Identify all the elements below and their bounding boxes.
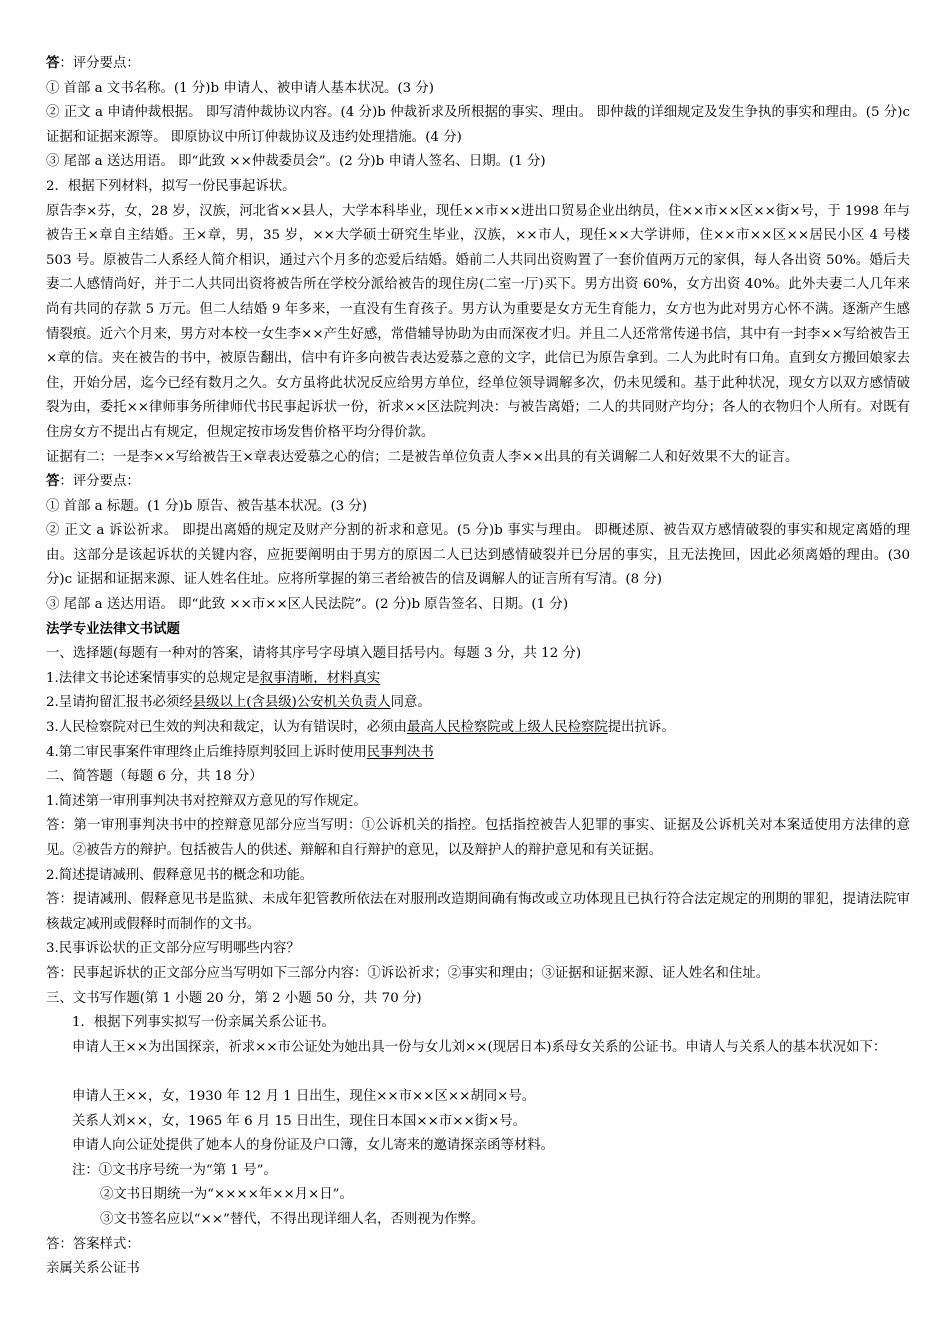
short-answer-1: 答：第一审刑事判决书中的控辩意见部分应当写明：①公诉机关的指控。包括指控被告人犯罪的事实、证据及公诉机关对本案适使用方法律的意见。②被告方的辩护。包括被告人的供述、辩解和自行辩护的意见，以及辩护人的辩护意见和有关证据。 xyxy=(46,818,910,858)
evidence-paragraph: 证据有二：一是李××写给被告王×章表达爱慕之心的信；二是被告单位负责人李××出具的有关调解二人和好效果不大的证言。 xyxy=(46,449,799,465)
part2-heading: 二、简答题（每题 6 分，共 18 分） xyxy=(46,769,263,785)
document-sample-title: 亲属关系公证书 xyxy=(46,1261,140,1277)
writing-material-line-2: 申请人王××，女，1930 年 12 月 1 日出生，现住××市××区××胡同×号。 xyxy=(72,1088,536,1104)
writing-material-line-4: 申请人向公证处提供了她本人的身份证及户口簿，女儿寄来的邀请探亲函等材料。 xyxy=(72,1138,555,1154)
case-material: 原告李×芬，女，28 岁，汉族，河北省××县人，大学本科毕业，现任××市××进出口贸易企业出纳员，住××市××区××街×号，于 1998 年与被告王×章自主结婚。王×章，男，35 岁，××大学硕士研究生毕业，汉族，××市人，现任××大学讲师，住××市××区××居民小区 4 号楼 503 号。原被告二人系经人简介相识，通过六个月多的恋爱后结婚。婚前二人共同出资购置了一套价值两万元的家俱，每人各出资 50%。婚后夫妻二人感情尚好，并于二人共同出资将被告所在学校分派给被告的现住房(二室一厅)买下。男方出资 60%，女方出资 40%。此外夫妻二人几年来尚有共同的存款 5 万元。但二人结婚 9 年多来，一直没有生育孩子。男方认为重要是女方无生育能力，女方也为此对男方心怀不满。逐渐产生感情裂痕。近六个月来，男方对本校一女生李××产生好感，常借辅导协助为由而深夜才归。并且二人还常常传递书信，其中有一封李××写给被告王×章的信。夹在被告的书中，被原告翻出，信中有许多向被告表达爱慕之意的文字，此信已为原告拿到。二人为此时有口角。直到女方搬回娘家去住，开始分居，迄今已经有数月之久。女方虽将此状况反应给男方单位，经单位领导调解多次，仍未见缓和。基于此种状况，现女方以双方感情破裂为由，委托××律师事务所律师代书民事起诉状一份，祈求××区法院判决：与被告离婚；二人的共同财产均分；各人的衣物归个人所有。对既有住房女方不提出占有规定，但规定按市场发售价格平均分得价款。 xyxy=(46,203,910,440)
choice-question-3: 3.人民检察院对已生效的判决和裁定，认为有错误时，必须由最高人民检察院或上级人民检察院提出抗诉。 xyxy=(46,720,675,736)
choice-answer-4: 民事判决书 xyxy=(366,744,434,760)
choice-answer-1: 叙事清晰，材料真实 xyxy=(259,670,381,686)
choice-question-4: 4.第二审民事案件审理终止后维持原判驳回上诉时使用民事判决书 xyxy=(46,744,434,760)
answer-label: 答 xyxy=(46,56,60,71)
writing-question-1: 1．根据下列事实拟写一份亲属关系公证书。 xyxy=(72,1015,335,1031)
choice-question-1: 1.法律文书论述案情事实的总规定是叙事清晰，材料真实 xyxy=(46,670,381,686)
answer-heading: 答：评分要点： xyxy=(46,474,140,490)
short-question-1: 1.简述第一审刑事判决书对控辩双方意见的写作规定。 xyxy=(46,793,367,809)
scoring-point-3: ③ 尾部 a 送达用语。 即“此致 ××仲裁委员会”。(2 分)b 申请人签名、日期。(1 分) xyxy=(46,154,546,170)
note-2: ②文书日期统一为“××××年××月×日”。 xyxy=(100,1187,353,1203)
scoring-point-2: ② 正文 a 申请仲裁根据。 即写清仲裁协议内容。(4 分)b 仲裁祈求及所根据的事实、理由。 即仲裁的详细规定及发生争执的事实和理由。(5 分)c 证据和证据来源等。 即原协议中所订仲裁协议及违约处理措施。(4 分) xyxy=(46,105,910,145)
question-2: 2．根据下列材料，拟写一份民事起诉状。 xyxy=(46,178,296,194)
writing-material-line-1: 申请人王××为出国探亲，祈求××市公证处为她出具一份与女儿刘××(现居日本)系母女关系的公证书。申请人与关系人的基本状况如下： xyxy=(72,1039,887,1055)
short-answer-3: 答：民事起诉状的正文部分应当写明如下三部分内容：①诉讼祈求；②事实和理由；③证据和证据来源、证人姓名和住址。 xyxy=(46,965,770,981)
answer-sample-label: 答：答案样式： xyxy=(46,1236,140,1252)
part1-heading: 一、选择题(每题有一种对的答案，请将其序号字母填入题目括号内。每题 3 分，共 12 分) xyxy=(46,646,582,662)
writing-material-line-3: 关系人刘××，女，1965 年 6 月 15 日出生，现住日本国××市××街×号。 xyxy=(72,1113,527,1129)
choice-answer-2: 县级以上(含县级)公安机关负责人 xyxy=(192,695,391,711)
short-question-3: 3.民事诉讼状的正文部分应写明哪些内容？ xyxy=(46,941,300,957)
choice-answer-3: 最高人民检察院或上级人民检察院 xyxy=(406,720,608,736)
note-1: 注：①文书序号统一为“第 1 号”。 xyxy=(72,1162,277,1178)
scoring-point-1: ① 首部 a 标题。(1 分)b 原告、被告基本状况。(3 分) xyxy=(46,498,368,514)
choice-question-2: 2.呈请拘留汇报书必须经县级以上(含县级)公安机关负责人同意。 xyxy=(46,695,431,711)
answer-heading: 答：评分要点： xyxy=(46,56,140,71)
exam-title: 法学专业法律文书试题 xyxy=(46,621,180,637)
note-3: ③文书签名应以“××”替代，不得出现详细人名，否则视为作弊。 xyxy=(100,1211,485,1227)
scoring-point-3: ③ 尾部 a 送达用语。 即“此致 ××市××区人民法院”。(2 分)b 原告签名、日期。(1 分) xyxy=(46,597,569,613)
answer-label: 答 xyxy=(46,474,60,490)
scoring-point-2: ② 正文 a 诉讼祈求。 即提出离婚的规定及财产分割的祈求和意见。(5 分)b 事实与理由。 即概述原、被告双方感情破裂的事实和规定离婚的理由。这部分是该起诉状的关键内容，应扼要阐明由于男方的原因二人已达到感情破裂并已分居的事实，且无法挽回，因此必须离婚的理由。(30 分)c 证据和证据来源、证人姓名住址。应将所掌握的第三者给被告的信及调解人的证言所有写清。(8 分) xyxy=(46,523,910,588)
blank-line xyxy=(46,1060,910,1085)
short-question-2: 2.简述提请减刑、假释意见书的概念和功能。 xyxy=(46,867,314,883)
short-answer-2: 答：提请减刑、假释意见书是监狱、未成年犯管教所依法在对服刑改造期间确有悔改或立功体现且已执行符合法定规定的刑期的罪犯，提请法院审核裁定减刑或假释时而制作的文书。 xyxy=(46,892,910,932)
part3-heading: 三、文书写作题(第 1 小题 20 分，第 2 小题 50 分，共 70 分) xyxy=(46,990,422,1006)
scoring-point-1: ① 首部 a 文书名称。(1 分)b 申请人、被申请人基本状况。(3 分) xyxy=(46,80,435,96)
